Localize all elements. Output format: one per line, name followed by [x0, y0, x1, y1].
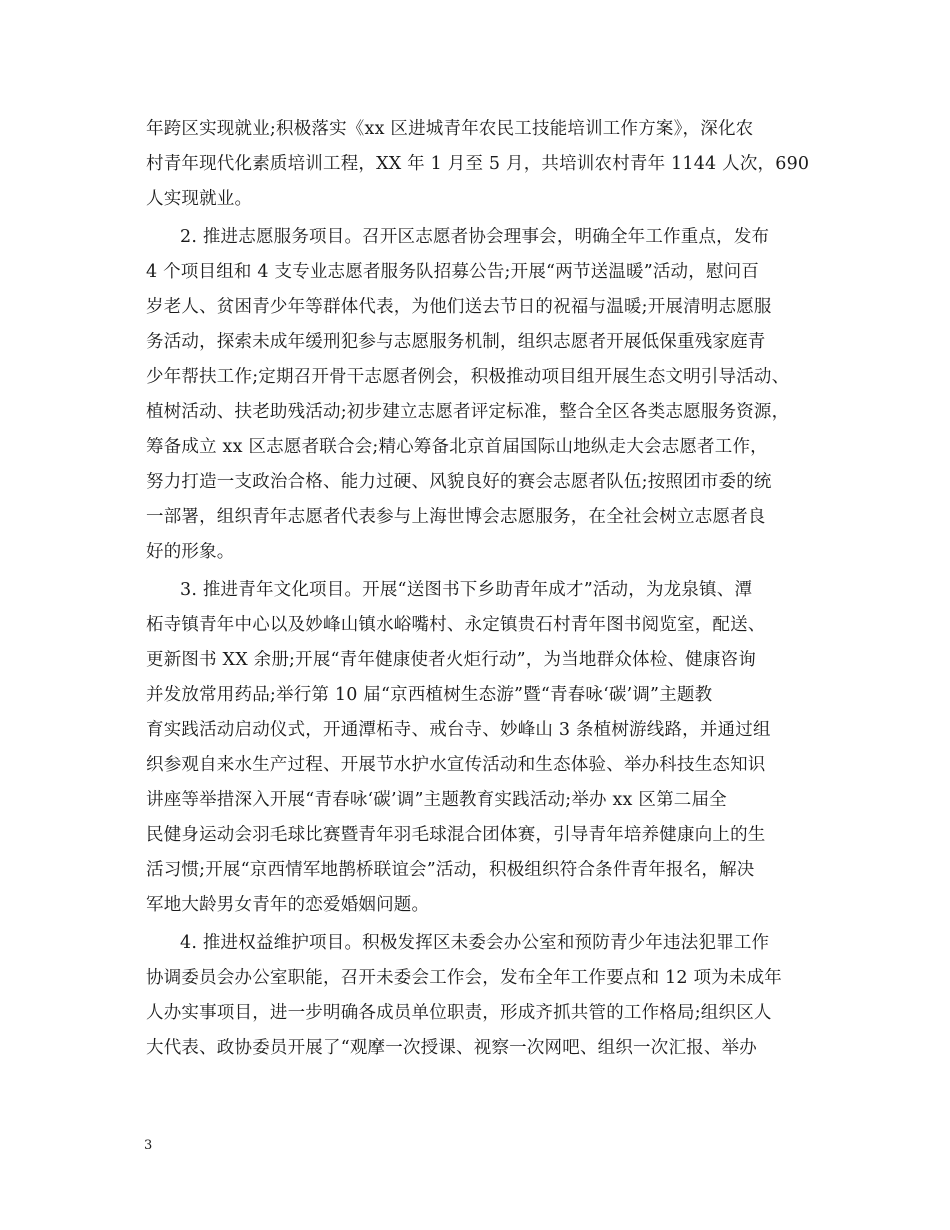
text-line: 活习惯;开展“京西情军地鹊桥联谊会”活动，积极组织符合条件青年报名，解决 — [146, 860, 755, 880]
text-line: 织参观自来水生产过程、开展节水护水宣传活动和生态体验、举办科技生态知识 — [146, 755, 766, 775]
paragraph-2-start: 2. 推进志愿服务项目。召开区志愿者协会理事会，明确全年工作重点，发布 — [180, 227, 770, 247]
page-number: 3 — [144, 1138, 153, 1153]
text-line: 岁老人、贫困青少年等群体代表，为他们送去节日的祝福与温暖;开展清明志愿服 — [146, 297, 772, 317]
text-line: 一部署，组织青年志愿者代表参与上海世博会志愿服务，在全社会树立志愿者良 — [146, 507, 766, 527]
text-line: 人实现就业。 — [146, 189, 253, 209]
text-line: 民健身运动会羽毛球比赛暨青年羽毛球混合团体赛，引导青年培养健康向上的生 — [146, 825, 766, 845]
text-line: 育实践活动启动仪式，开通潭柘寺、戒台寺、妙峰山 3 条植树游线路，并通过组 — [146, 720, 771, 740]
text-line: 大代表、政协委员开展了“观摩一次授课、视察一次网吧、组织一次汇报、举办 — [146, 1038, 757, 1058]
text-line: 更新图书 XX 余册;开展“青年健康使者火炬行动”，为当地群众体检、健康咨询 — [146, 650, 756, 670]
text-line: 人办实事项目，进一步明确各成员单位职责，形成齐抓共管的工作格局;组织区人 — [146, 1003, 772, 1023]
text-line: 努力打造一支政治合格、能力过硬、风貌良好的赛会志愿者队伍;按照团市委的统 — [146, 472, 772, 492]
text-line: 年跨区实现就业;积极落实《xx 区进城青年农民工技能培训工作方案》，深化农 — [146, 119, 754, 139]
text-line: 少年帮扶工作;定期召开骨干志愿者例会，积极推动项目组开展生态文明引导活动、 — [146, 367, 790, 387]
text-line: 柘寺镇青年中心以及妙峰山镇水峪嘴村、永定镇贵石村青年图书阅览室，配送、 — [146, 615, 766, 635]
text-line: 好的形象。 — [146, 542, 235, 562]
paragraph-3-start: 3. 推进青年文化项目。开展“送图书下乡助青年成才”活动，为龙泉镇、潭 — [180, 580, 753, 600]
text-line: 协调委员会办公室职能，召开未委会工作会，发布全年工作要点和 12 项为未成年 — [146, 968, 782, 988]
text-line: 4 个项目组和 4 支专业志愿者服务队招募公告;开展“两节送温暖”活动，慰问百 — [146, 262, 760, 282]
paragraph-4-start: 4. 推进权益维护项目。积极发挥区未委会办公室和预防青少年违法犯罪工作 — [180, 933, 770, 953]
text-line: 植树活动、扶老助残活动;初步建立志愿者评定标准，整合全区各类志愿服务资源， — [146, 402, 790, 422]
text-line: 讲座等举措深入开展“青春咏‘碳’调”主题教育实践活动;举办 xx 区第二届全 — [146, 790, 727, 810]
text-line: 并发放常用药品;举行第 10 届“京西植树生态游”暨“青春咏‘碳’调”主题教 — [146, 685, 713, 705]
text-line: 务活动，探索未成年缓刑犯参与志愿服务机制，组织志愿者开展低保重残家庭青 — [146, 332, 766, 352]
text-line: 筹备成立 xx 区志愿者联合会;精心筹备北京首届国际山地纵走大会志愿者工作， — [146, 437, 768, 457]
text-line: 军地大龄男女青年的恋爱婚姻问题。 — [146, 895, 430, 915]
text-line: 村青年现代化素质培训工程，XX 年 1 月至 5 月，共培训农村青年 1144 人次，690 — [146, 154, 810, 174]
